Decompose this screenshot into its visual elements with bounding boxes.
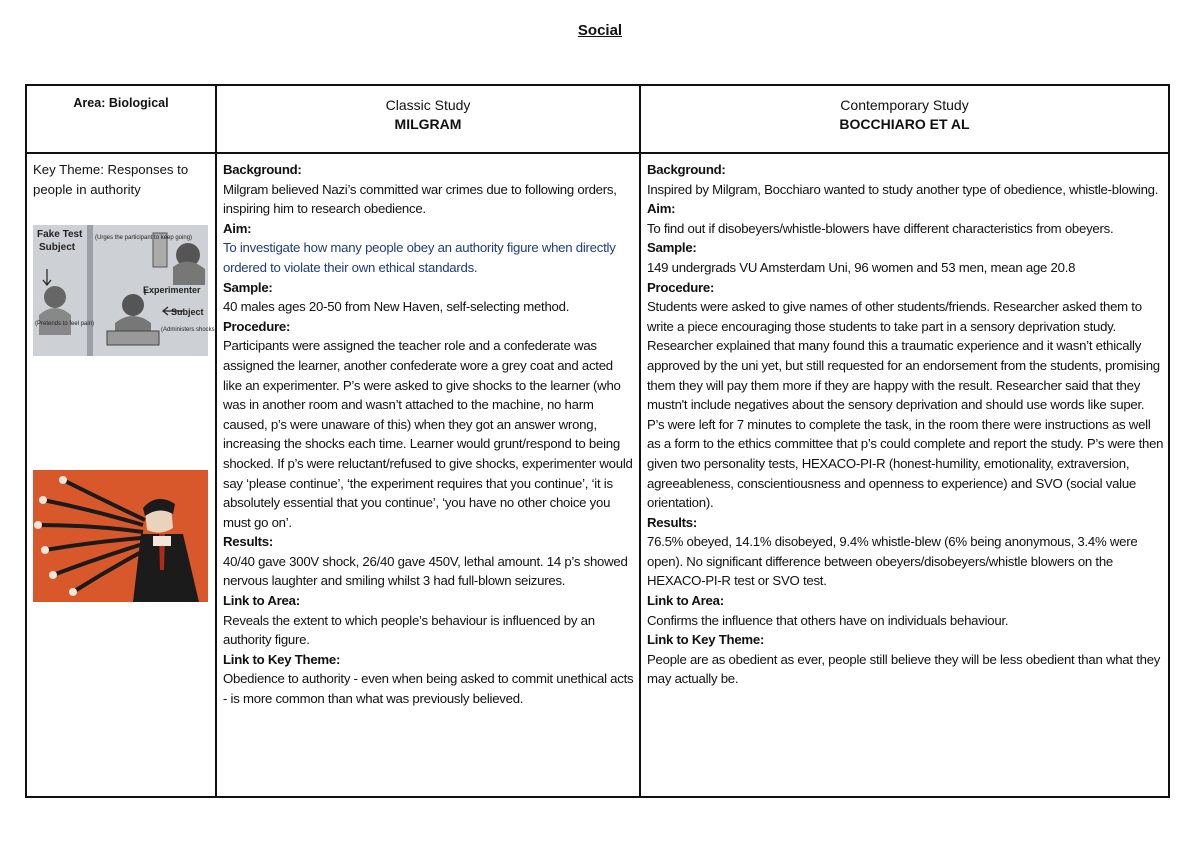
contemporary-header	[640, 85, 1169, 153]
fake-test-label: Fake Test	[37, 229, 83, 241]
bocchiaro-aim-label: Aim:	[647, 201, 676, 217]
theme-cell	[26, 153, 216, 797]
milgram-link-area-label: Link to Area:	[223, 593, 300, 609]
milgram-results: 40/40 gave 300V shock, 26/40 gave 450V, lethal amount. 14 p’s showed nervous laughter and smiling whilst 3 had full-blown seizures.	[223, 553, 628, 589]
milgram-procedure-label: Procedure:	[223, 318, 291, 334]
bocchiaro-cell	[640, 153, 1169, 797]
milgram-background-label: Background:	[223, 162, 302, 177]
pretends-label: (Pretends to feel pain)	[35, 321, 95, 328]
authority-illustration	[33, 470, 208, 602]
milgram-aim: To investigate how many people obey an authority figure when directly ordered to violate their own ethical standards.	[223, 240, 616, 275]
bocchiaro-sample-label: Sample:	[647, 240, 697, 256]
bocchiaro-link-theme: People are as obedient as ever, people still believe they will be less obedient than what they may actually be.	[647, 651, 1161, 687]
key-theme: Key Theme: Responses to people in authority	[33, 162, 189, 197]
contemporary-label: Contemporary Study	[840, 97, 969, 113]
bocchiaro-link-area: Confirms the influence that others have on individuals behaviour.	[647, 612, 1009, 628]
bocchiaro-background: Inspired by Milgram, Bocchiaro wanted to study another type of obedience, whistle-blowing.	[647, 181, 1159, 197]
classic-header	[216, 85, 640, 153]
subject-label: Subject	[39, 242, 76, 254]
milgram-link-area: Reveals the extent to which people’s behaviour is influenced by an authority figure.	[223, 612, 595, 648]
milgram-sample: 40 males ages 20-50 from New Haven, self-selecting method.	[223, 299, 570, 315]
milgram-procedure: Participants were assigned the teacher role and a confederate was assigned the learner, another confederate wore a grey coat and acted like an experimenter. P’s were asked to give shocks to the learner (who was in another room and wasn’t attached to the machine, no harm caused, p’s were unaware of this) when they got an answer wrong, increasing the shocks each time. Learner would grunt/respond to being shocked. If p’s were reluctant/refused to give shocks, experimenter would say ‘please continue’, ‘the experiment requires that you continue’, ‘it is absolutely essential that you continue’, ‘you have no other choice you must go on’.	[223, 338, 633, 530]
bocchiaro-procedure-label: Procedure:	[647, 279, 715, 295]
urges-label: (Urges the participant to keep going)	[95, 235, 193, 242]
milgram-aim-label: Aim:	[223, 220, 252, 236]
content-row	[26, 153, 1169, 797]
bocchiaro-results: 76.5% obeyed, 14.1% disobeyed, 9.4% whistle-blew (6% being anonymous, 3.4% were open). No significant difference between obeyers/disobeyers/whistle blowers on the HEXACO-PI-R test or SVO test.	[647, 534, 1138, 589]
milgram-link-theme-label: Link to Key Theme:	[223, 651, 341, 667]
bocchiaro-sample: 149 undergrads VU Amsterdam Uni, 96 women and 53 men, mean age 20.8	[647, 259, 1076, 275]
experimenter-label: Experimenter	[143, 285, 201, 296]
bocchiaro-aim: To find out if disobeyers/whistle-blowers have different characteristics from obeyers.	[647, 220, 1114, 236]
milgram-results-label: Results:	[223, 534, 274, 550]
milgram-link-theme: Obedience to authority - even when being asked to commit unethical acts - is more common than what was previously believed.	[223, 671, 634, 707]
classic-label: Classic Study	[385, 97, 471, 113]
contemporary-name: BOCCHIARO ET AL	[839, 116, 970, 132]
study-table	[25, 84, 1170, 798]
bocchiaro-link-theme-label: Link to Key Theme:	[647, 632, 765, 648]
milgram-experiment-diagram	[33, 225, 217, 356]
bocchiaro-procedure: Students were asked to give names of other students/friends. Researcher asked them to write a piece encouraging those students to take part in a sensory deprivation study. Researcher explained that many found this a traumatic experience and it wasn’t ethically approved by the uni yet, but still requested for an endorsement from the students, promising them they will pay them more if they are happy with the result. Researcher said that they mustn't include negatives about the sensory deprivation and should use words like super. P’s were left for 7 minutes to complete the task, in the room there were instructions as well as a form to the ethics committee that p’s could complete and report the study. P’s were then given two personality tests, HEXACO-PI-R (honest-humility, emotionality, extraversion, agreeableness, conscientiousness and openness to experience) and SVO (social value orientation).	[647, 299, 1164, 511]
area-header: Area: Biological	[26, 85, 216, 153]
milgram-cell	[216, 153, 640, 797]
page-title: Social	[577, 22, 623, 39]
milgram-background: Milgram believed Nazi’s committed war crimes due to following orders, inspiring him to research obedience.	[223, 181, 617, 217]
administers-label: (Administers shocks)	[161, 327, 217, 334]
milgram-sample-label: Sample:	[223, 279, 273, 295]
bocchiaro-link-area-label: Link to Area:	[647, 593, 724, 609]
header-row	[26, 85, 1169, 153]
subject2-label: Subject	[171, 307, 204, 318]
authority-illustration-svg	[33, 470, 208, 602]
classic-name: MILGRAM	[394, 116, 462, 132]
milgram-diagram-svg	[33, 225, 217, 356]
bocchiaro-results-label: Results:	[647, 514, 698, 530]
bocchiaro-background-label: Background:	[647, 162, 726, 177]
